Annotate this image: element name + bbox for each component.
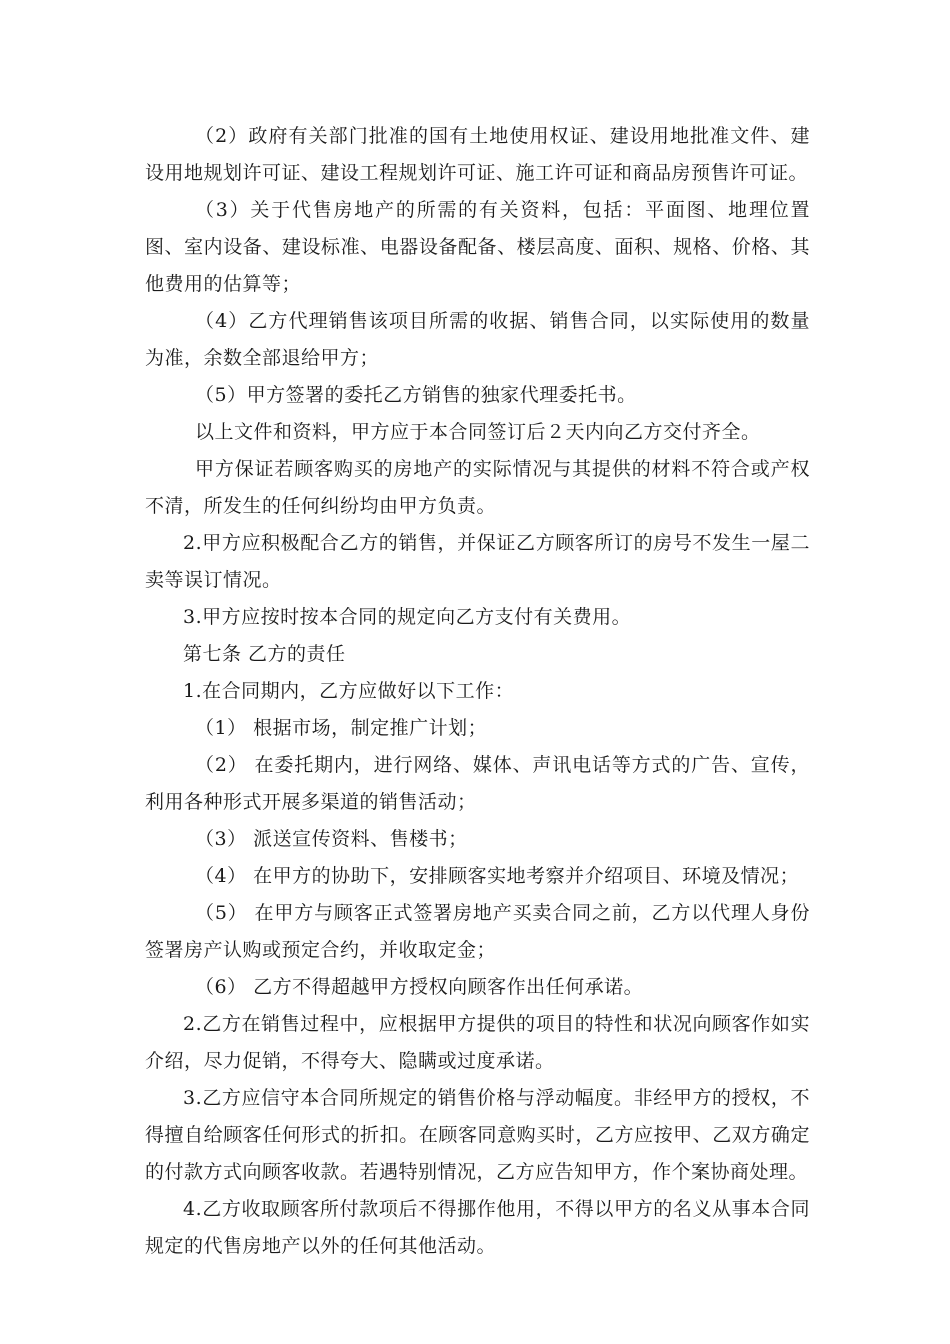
clause-party-b-3: 3.乙方应信守本合同所规定的销售价格与浮动幅度。非经甲方的授权，不得擅自给顾客任何形式的折扣。在顾客同意购买时，乙方应按甲、乙双方确定的付款方式向顾客收款。若遇特别情况，乙方应告知甲方，作个案协商处理。 <box>145 1087 810 1183</box>
clause-party-b-2: 2.乙方在销售过程中，应根据甲方提供的项目的特性和状况向顾客作如实介绍，尽力促销，不得夸大、隐瞒或过度承诺。 <box>145 1013 810 1072</box>
duty-item-3: （3） 派送宣传资料、售楼书； <box>195 828 468 850</box>
clause-party-a-3: 3.甲方应按时按本合同的规定向乙方支付有关费用。 <box>183 606 632 628</box>
clause-delivery-deadline: 以上文件和资料，甲方应于本合同签订后２天内向乙方交付齐全。 <box>195 421 761 443</box>
duty-item-2: （2） 在委托期内，进行网络、媒体、声讯电话等方式的广告、宣传，利用各种形式开展多渠道的销售活动； <box>145 754 810 813</box>
clause-item-3-materials: （3）关于代售房地产的所需的有关资料，包括：平面图、地理位置图、室内设备、建设标准、电器设备配备、楼层高度、面积、规格、价格、其他费用的估算等； <box>145 199 810 295</box>
clause-party-b-4: 4.乙方收取顾客所付款项后不得挪作他用，不得以甲方的名义从事本合同规定的代售房地产以外的任何其他活动。 <box>145 1198 810 1257</box>
article-7-heading: 第七条 乙方的责任 <box>183 643 346 665</box>
duty-item-1: （1） 根据市场，制定推广计划； <box>195 717 488 739</box>
clause-item-2-documents: （2）政府有关部门批准的国有土地使用权证、建设用地批准文件、建设用地规划许可证、建设工程规划许可证、施工许可证和商品房预售许可证。 <box>145 125 810 184</box>
contract-body <box>145 118 810 1265</box>
clause-guarantee: 甲方保证若顾客购买的房地产的实际情况与其提供的材料不符合或产权不清，所发生的任何纠纷均由甲方负责。 <box>145 458 810 517</box>
clause-party-b-1: 1.在合同期内，乙方应做好以下工作： <box>183 680 515 702</box>
clause-item-5-authorization: （5）甲方签署的委托乙方销售的独家代理委托书。 <box>195 384 637 406</box>
duty-item-5: （5） 在甲方与顾客正式签署房地产买卖合同之前，乙方以代理人身份签署房产认购或预定合约，并收取定金； <box>145 902 810 961</box>
duty-item-6: （6） 乙方不得超越甲方授权向顾客作出任何承诺。 <box>195 976 644 998</box>
clause-item-4-receipts: （4）乙方代理销售该项目所需的收据、销售合同，以实际使用的数量为准，余数全部退给甲方； <box>145 310 810 369</box>
clause-party-a-2: 2.甲方应积极配合乙方的销售，并保证乙方顾客所订的房号不发生一屋二卖等误订情况。 <box>145 532 810 591</box>
duty-item-4: （4） 在甲方的协助下，安排顾客实地考察并介绍项目、环境及情况； <box>195 865 800 887</box>
